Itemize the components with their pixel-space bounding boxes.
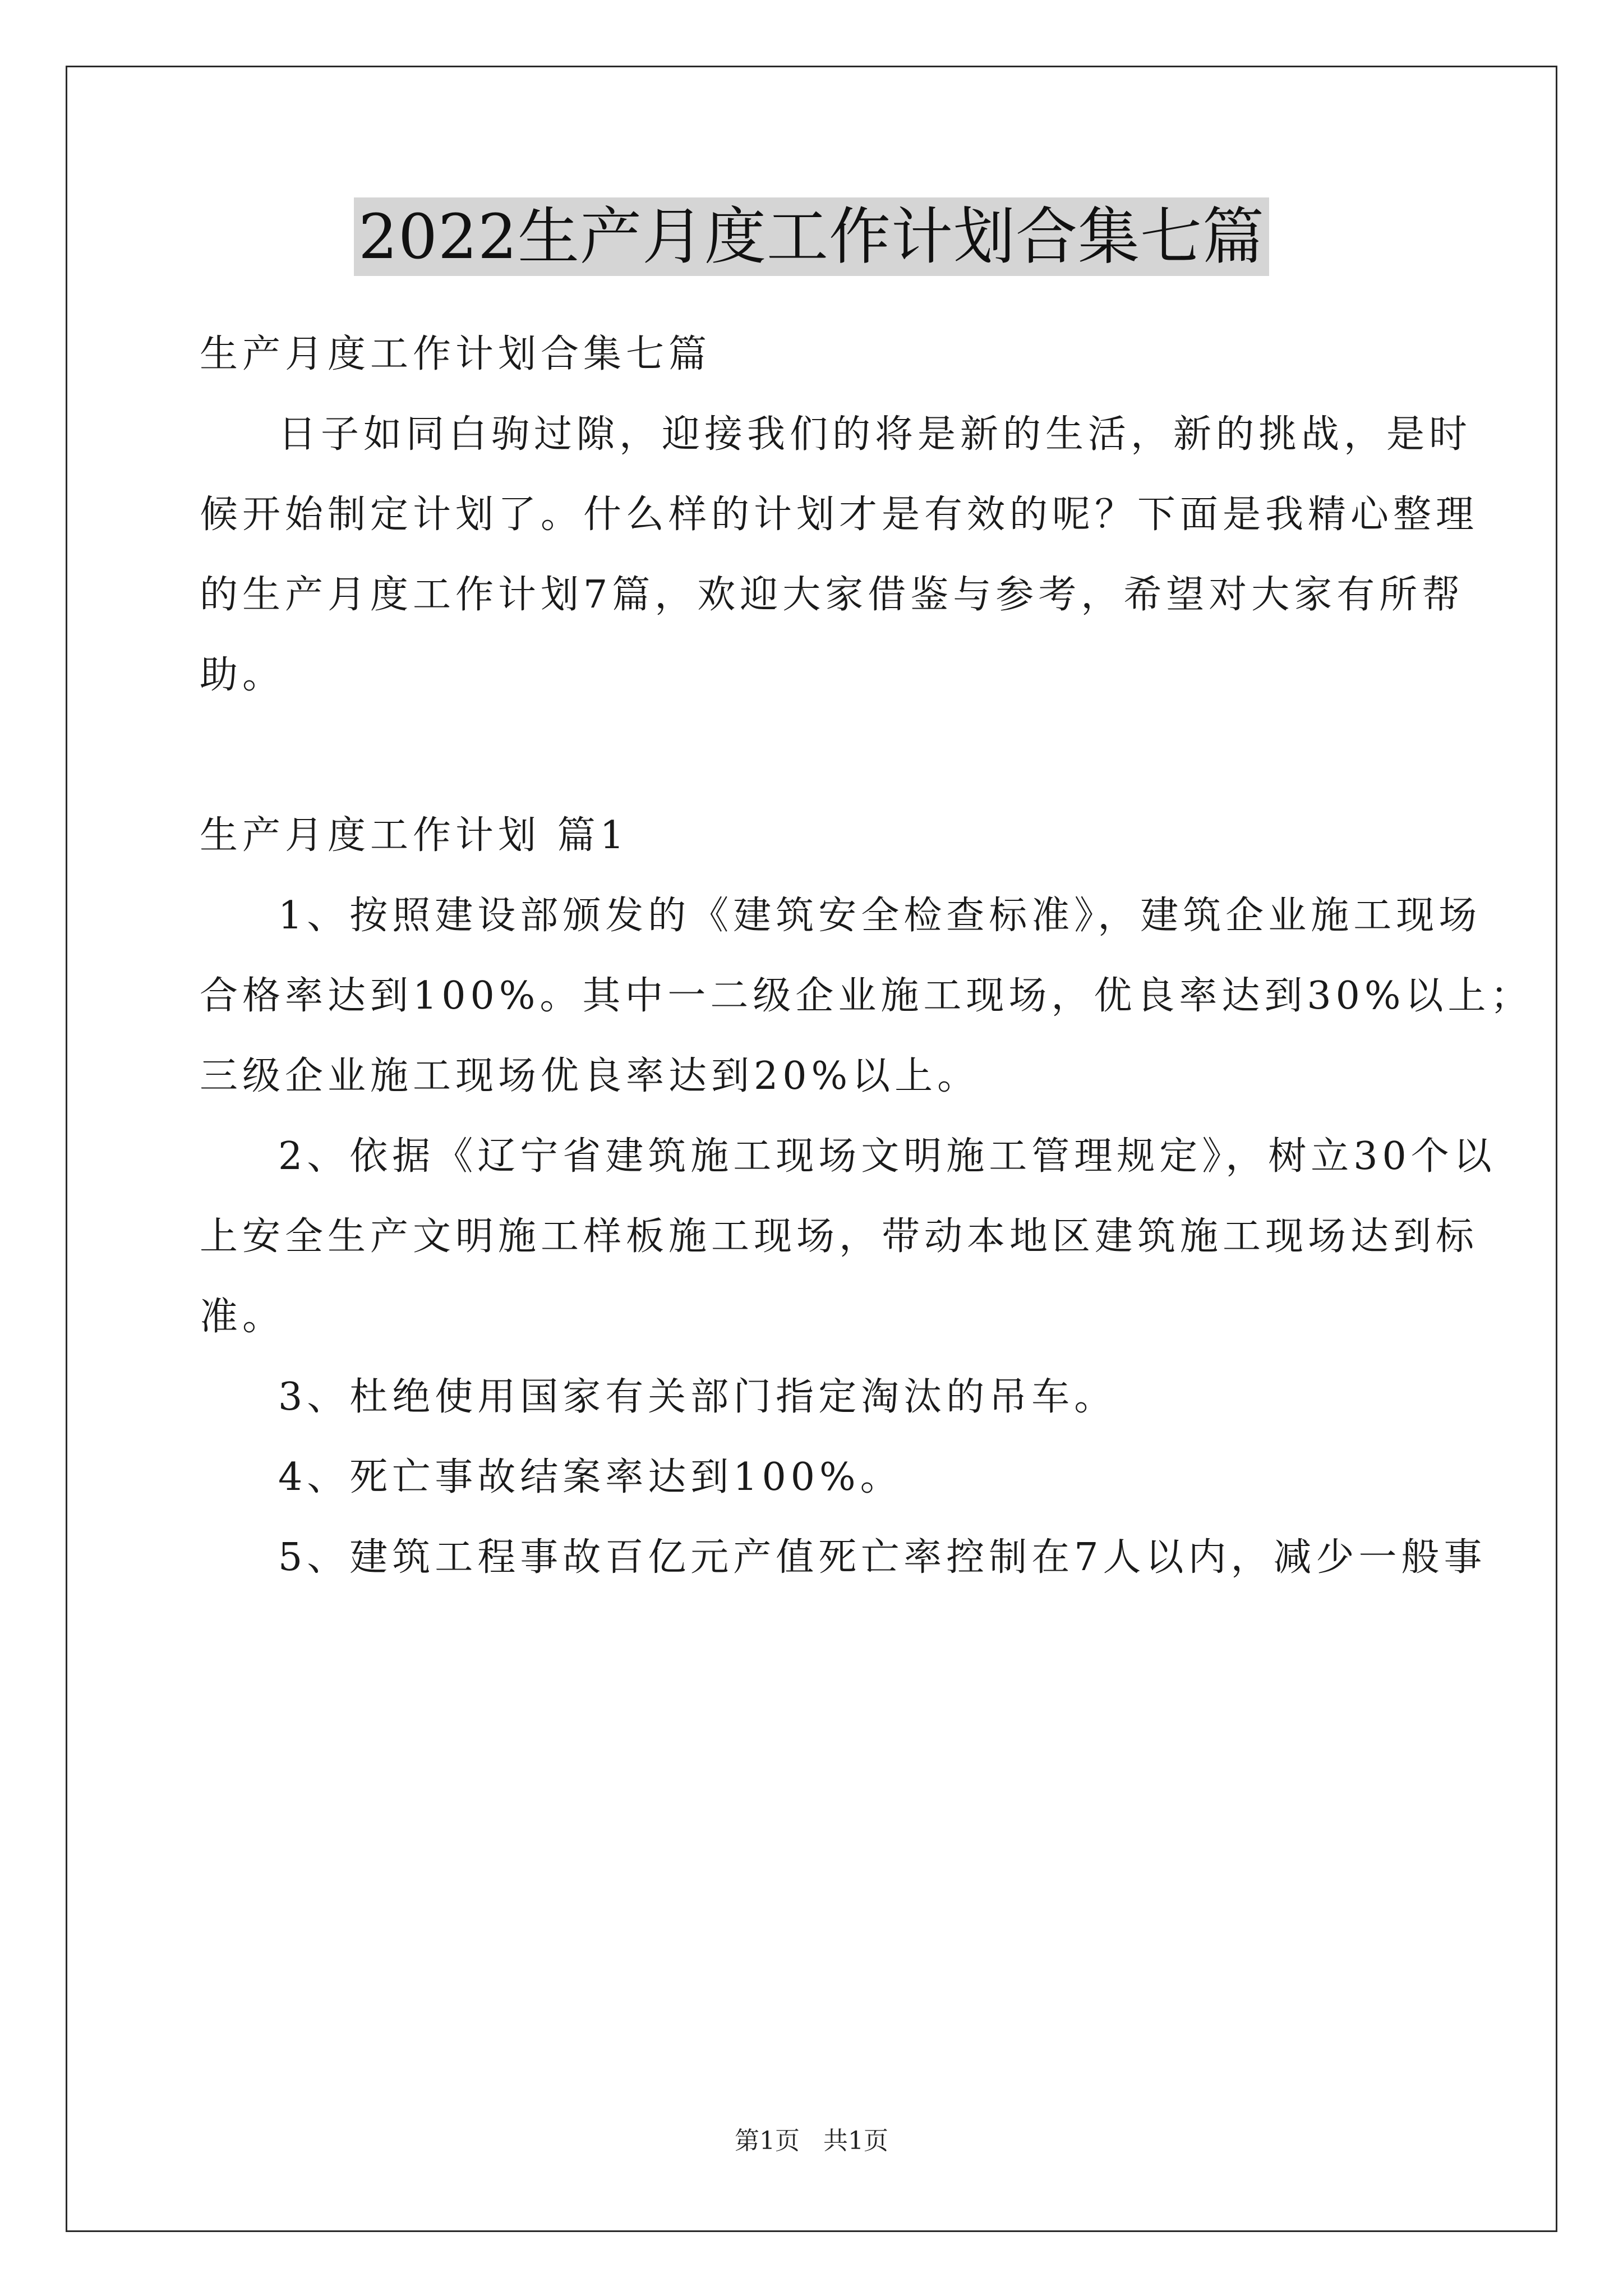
item2-line-3: 准。 xyxy=(200,1295,285,1339)
document-title: 2022生产月度工作计划合集七篇 xyxy=(354,197,1269,276)
section-heading: 生产月度工作计划 篇1 xyxy=(200,813,629,858)
page-footer: 第1页 共1页 xyxy=(735,2127,888,2155)
document-body xyxy=(200,314,1533,1598)
item4-line: 4、死亡事故结案率达到100%。 xyxy=(278,1455,903,1499)
intro-line-2: 候开始制定计划了。什么样的计划才是有效的呢？下面是我精心整理 xyxy=(200,493,1479,537)
item2-line-2: 上安全生产文明施工样板施工现场，带动本地区建筑施工现场达到标 xyxy=(200,1214,1479,1259)
item1-line-1: 1、按照建设部颁发的《建筑安全检查标准》，建筑企业施工现场 xyxy=(278,894,1482,938)
spacer xyxy=(200,715,1433,795)
title-area xyxy=(0,197,1623,276)
intro-line-1: 日子如同白驹过隙，迎接我们的将是新的生活，新的挑战，是时 xyxy=(278,412,1472,457)
item3-line: 3、杜绝使用国家有关部门指定淘汰的吊车。 xyxy=(278,1375,1117,1419)
document-subtitle: 生产月度工作计划合集七篇 xyxy=(200,332,712,376)
intro-line-4: 助。 xyxy=(200,653,285,697)
item5-line: 5、建筑工程事故百亿元产值死亡率控制在7人以内，减少一般事 xyxy=(278,1535,1487,1580)
item1-line-3: 三级企业施工现场优良率达到20%以上。 xyxy=(200,1054,980,1098)
item1-line-2: 合格率达到100%。其中一二级企业施工现场，优良率达到30%以上； xyxy=(200,974,1533,1018)
intro-line-3: 的生产月度工作计划7篇，欢迎大家借鉴与参考，希望对大家有所帮 xyxy=(200,573,1465,617)
item2-line-1: 2、依据《辽宁省建筑施工现场文明施工管理规定》，树立30个以 xyxy=(278,1134,1496,1179)
